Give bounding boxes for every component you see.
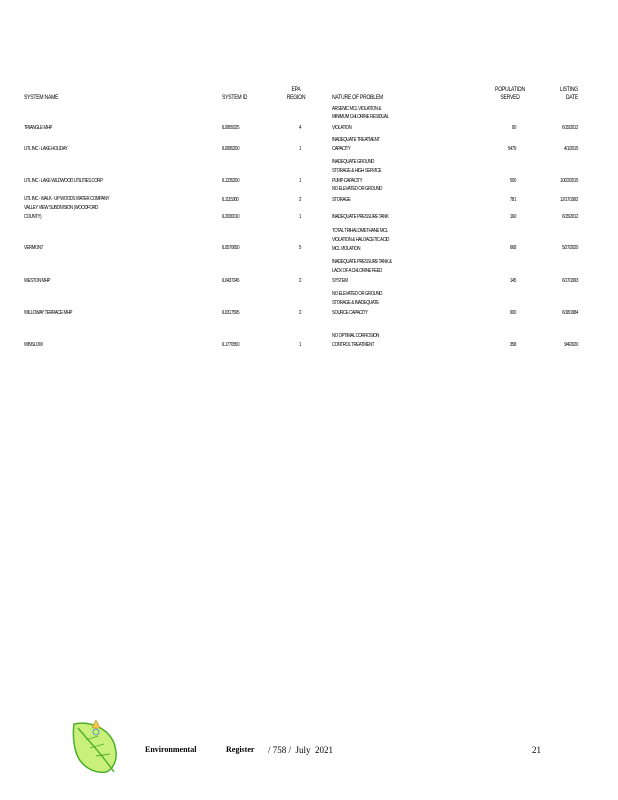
epa-region: 1 <box>298 178 302 184</box>
header-system-name: SYSTEM NAME <box>24 94 59 101</box>
problem-line: NO OPTIMAL CORROSION <box>332 333 380 339</box>
system-name: WILLOWAY TERRACE MHP <box>24 310 73 316</box>
listing-date: 6/17/1993 <box>562 278 578 284</box>
system-name: UTL INC - LAKE WILDWOOD UTILITIES CORP <box>24 178 103 184</box>
listing-date: 4/1/2015 <box>564 146 578 152</box>
problem-line: VIOLATION & HALOACETIC ACID <box>332 237 390 243</box>
problem-line: LACK OF A CHLORINE FEED <box>332 268 382 274</box>
problem-line: INADEQUATE PRESSURE TANK <box>332 214 389 220</box>
system-id: IL1115300 <box>222 197 239 203</box>
system-name: UTL INC - WALK - UP WOODS WATER COMPANY <box>24 196 110 202</box>
epa-region: 2 <box>298 278 302 284</box>
header-nature-of-problem: NATURE OF PROBLEM <box>332 94 383 101</box>
population-served: 900 <box>509 310 516 316</box>
system-name: UTL INC - LAKE HOLIDAY <box>24 146 68 152</box>
system-id: IL0437245 <box>222 278 240 284</box>
problem-line: TOTAL TRIHALOMETHANE MCL <box>332 228 388 234</box>
page-number: 21 <box>532 745 541 755</box>
system-id: IL0570650 <box>222 245 240 251</box>
population-served: 358 <box>509 342 516 348</box>
listing-date: 6/18/1984 <box>562 310 578 316</box>
header-epa-region-line1: EPA <box>291 86 301 93</box>
system-name: WESTON MHP <box>24 278 51 284</box>
listing-date: 9/4/2020 <box>564 342 578 348</box>
listing-date: 6/15/2012 <box>562 214 578 220</box>
population-served: 5479 <box>507 146 516 152</box>
header-system-id: SYSTEM ID <box>222 94 248 101</box>
problem-line: PUMP CAPACITY <box>332 178 363 184</box>
system-id: IL0317595 <box>222 310 240 316</box>
system-id: IL1770550 <box>222 342 240 348</box>
system-name: VERMONT <box>24 245 44 251</box>
page-footer <box>0 718 618 778</box>
listing-date: 6/15/2012 <box>562 125 578 131</box>
population-served: 160 <box>509 214 516 220</box>
system-name: WINSLOW <box>24 342 43 348</box>
epa-region: 4 <box>298 125 302 131</box>
problem-line: SOURCE CAPACITY <box>332 310 368 316</box>
system-name: TRIANGLE MHP <box>24 125 53 131</box>
leaf-logo-icon <box>70 718 122 774</box>
epa-region: 1 <box>298 342 302 348</box>
population-served: 145 <box>509 278 516 284</box>
problem-line: NO ELEVATED OR GROUND <box>332 186 383 192</box>
problem-line: STORAGE & HIGH SERVICE <box>332 168 382 174</box>
epa-region: 2 <box>298 310 302 316</box>
system-name: COUNTY) <box>24 214 42 220</box>
problem-line: CONTROL TREATMENT <box>332 342 375 348</box>
header-population-line1: POPULATION <box>495 86 525 93</box>
problem-line: CAPACITY <box>332 146 351 152</box>
header-listing-line2: DATE <box>565 94 578 101</box>
epa-region: 5 <box>298 245 302 251</box>
population-served: 668 <box>509 245 516 251</box>
header-population-line2: SERVED <box>500 94 520 101</box>
header-epa-region-line2: REGION <box>286 94 306 101</box>
listing-date: 10/22/2015 <box>560 178 578 184</box>
problem-line: ARSENIC MCL VIOLATION & <box>332 106 381 112</box>
epa-region: 1 <box>298 146 302 152</box>
system-id: IL0995200 <box>222 146 240 152</box>
epa-region: 2 <box>298 197 302 203</box>
header-listing-line1: LISTING <box>559 86 578 93</box>
system-id: IL1235200 <box>222 178 240 184</box>
problem-line: INADEQUATE GROUND <box>332 159 375 165</box>
problem-line: MINIMUM CHLORINE RESIDUAL <box>332 114 389 120</box>
population-served: 90 <box>511 125 516 131</box>
listing-date: 12/17/1992 <box>560 197 578 203</box>
population-served: 781 <box>509 197 516 203</box>
problem-line: INADEQUATE PRESSURE TANK & <box>332 259 392 265</box>
epa-region: 1 <box>298 214 302 220</box>
system-id: IL0955025 <box>222 125 240 131</box>
problem-line: MCL VIOLATION <box>332 246 361 252</box>
problem-line: VIOLATION <box>332 125 352 131</box>
population-served: 500 <box>509 178 516 184</box>
system-name: VALLEY VIEW SUBDIVISION (WOODFORD <box>24 205 99 211</box>
problem-line: INADEQUATE TREATMENT <box>332 137 380 143</box>
footer-issue: / 758 / July 2021 <box>268 745 334 755</box>
system-id: IL2030010 <box>222 214 240 220</box>
problem-line: NO ELEVATED OR GROUND <box>332 291 383 297</box>
listing-date: 5/27/2020 <box>562 245 578 251</box>
footer-publication-register: Register <box>226 745 255 754</box>
problem-line: STORAGE & INADEQUATE <box>332 300 379 306</box>
problem-line: STORAGE <box>332 197 351 203</box>
problem-line: SYSTEM <box>332 278 348 284</box>
footer-publication-name: Environmental <box>145 745 197 754</box>
